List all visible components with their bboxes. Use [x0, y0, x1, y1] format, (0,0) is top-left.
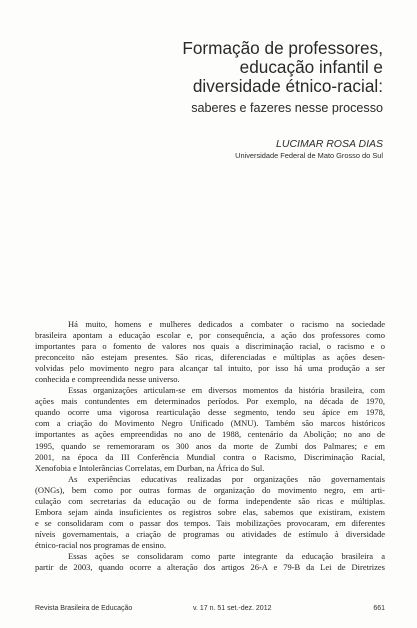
- article-title-line: educação infantil e: [239, 57, 383, 77]
- body-text-line: Essas ações se consolidaram como parte integrante da educação brasileira a: [68, 550, 385, 561]
- body-text-line: volvidas pelo movimento negro para alcançar tal intuito, por isso há uma produção a ser: [35, 363, 385, 374]
- body-paragraph: [35, 474, 385, 551]
- article-subtitle: saberes e fazeres nesse processo: [191, 101, 383, 115]
- article-title-block: [53, 39, 383, 116]
- body-text-line: 2001, na época da III Conferência Mundial contra o Racismo, Discriminação Racial,: [35, 451, 385, 462]
- article-title-line: Formação de professores,: [182, 38, 383, 58]
- article-body: [35, 319, 385, 573]
- body-paragraph: [35, 551, 385, 573]
- body-text-line: Essas organizações articulam-se em diversos momentos da história brasileira, com: [68, 385, 385, 396]
- body-text-line: conhecida e compreendida nesse universo.: [35, 374, 180, 385]
- body-text-line: Embora sejam ainda insuficientes os registros sobre elas, sabemos que existiram, existem: [35, 506, 385, 517]
- body-paragraph: [35, 319, 385, 385]
- body-text-line: importantes para o fomento de valores nos quais a discriminação racial, o racismo e o: [35, 341, 385, 352]
- page-number: 661: [373, 605, 385, 612]
- body-paragraph: [35, 385, 385, 473]
- body-text-line: importantes as ações empreendidas no ano de 1988, centenário da Abolição; no ano de: [35, 429, 385, 440]
- author-name: LUCIMAR ROSA DIAS: [276, 138, 383, 150]
- journal-name: Revista Brasileira de Educação: [35, 605, 133, 612]
- body-text-line: As experiências educativas realizadas por organizações não governamentais: [68, 473, 385, 484]
- body-text-line: ações mais contundentes em determinados períodos. Por exemplo, na década de 1970,: [35, 396, 385, 407]
- article-title-line: diversidade étnico-racial:: [192, 76, 383, 96]
- author-affiliation: Universidade Federal de Mato Grosso do Sul: [235, 151, 383, 160]
- body-text-line: (ONGs), bem como por outras formas de organização do movimento negro, em arti-: [35, 484, 385, 495]
- body-text-line: com a criação do Movimento Negro Unificado (MNU). Também são marcos históricos: [35, 418, 385, 429]
- body-text-line: níveis governamentais, a criação de programas ou atividades de estímulo à diversidade: [35, 528, 385, 539]
- body-text-line: Há muito, homens e mulheres dedicados a combater o racismo na sociedade: [68, 319, 385, 329]
- body-text-line: e se consolidaram com o passar dos tempos. Tais mobilizações provocaram, em diferentes: [35, 517, 385, 528]
- body-text-line: étnico-racial nos programas de ensino.: [35, 539, 166, 550]
- body-text-line: brasileira apontam a educação escolar e, por consequência, a ação dos professores como: [35, 330, 385, 341]
- body-text-line: Xenofobia e Intolerâncias Correlatas, em Durban, na África do Sul.: [35, 462, 265, 473]
- body-text-line: culação com secretarias da educação ou de forma independente são ricas e múltiplas.: [35, 495, 385, 506]
- journal-issue: v. 17 n. 51 set.-dez. 2012: [193, 605, 272, 612]
- body-text-line: quando ocorre uma vigorosa rearticulação desse segmento, tendo seu ápice em 1978,: [35, 407, 385, 418]
- body-text-line: preconceito não estejam presentes. São ricas, diferenciadas e múltiplas as ações desen-: [35, 352, 385, 363]
- body-text-line: partir de 2003, quando ocorre a alteração dos artigos 26-A e 79-B da Lei de Diretrizes: [35, 562, 385, 573]
- body-text-line: 1995, quando se rememoraram os 300 anos da morte de Zumbi dos Palmares; e em: [35, 440, 385, 451]
